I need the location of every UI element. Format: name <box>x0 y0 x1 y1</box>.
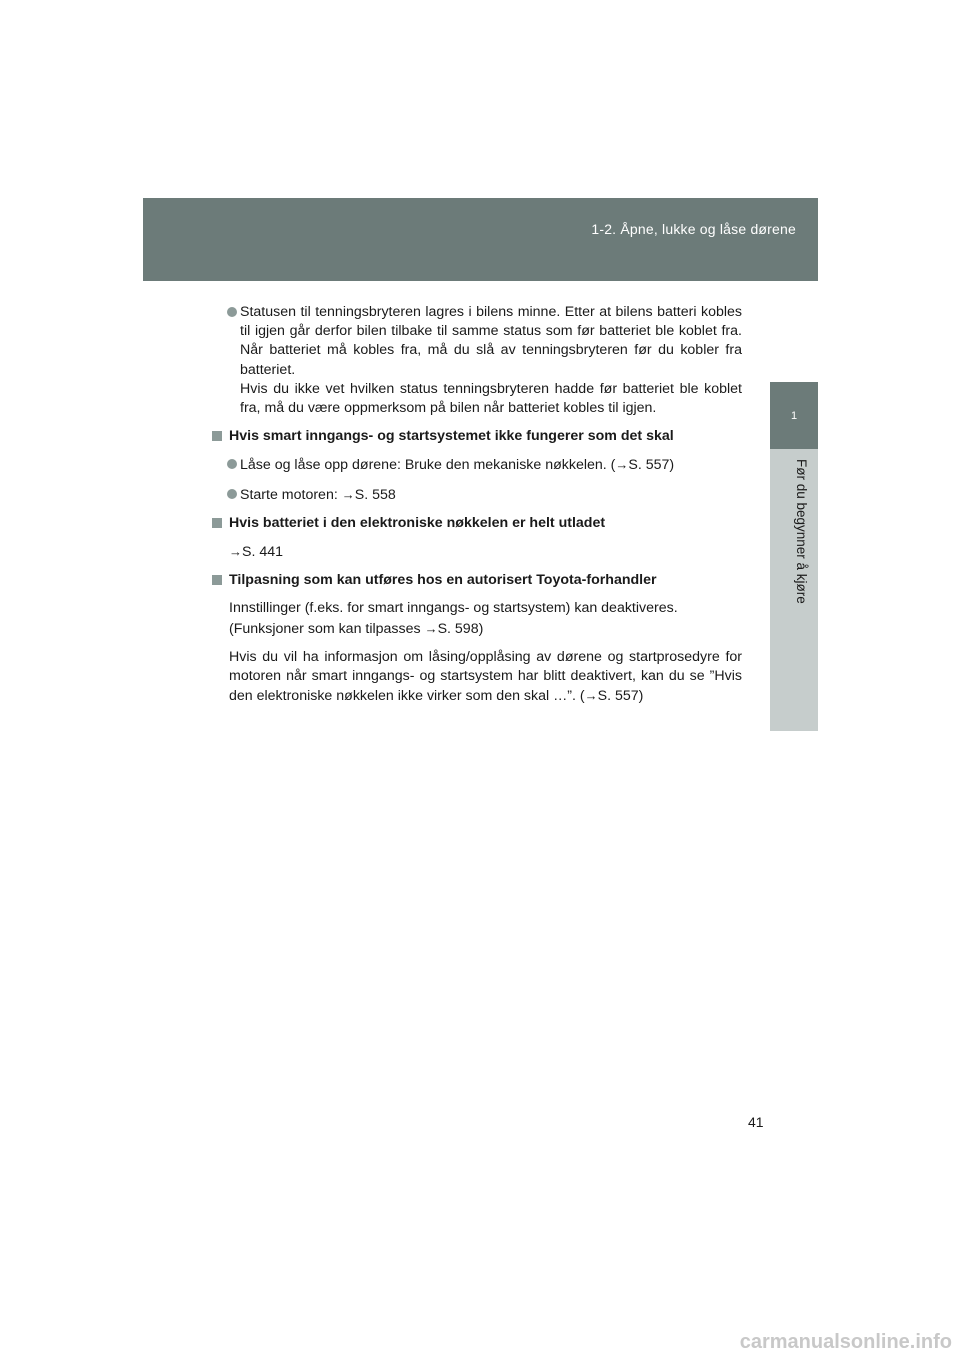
body-text: (Funksjoner som kan tilpasses <box>229 620 425 637</box>
heading-smart-system <box>212 427 742 446</box>
heading-square-icon <box>212 518 222 528</box>
deactivated-info-paragraph <box>212 648 742 707</box>
chapter-header <box>143 198 818 281</box>
bullet-text: Låse og låse opp dørene: Bruke den mekaniske nøkkelen. ( <box>240 457 616 474</box>
body-text: Hvis du vil ha informasjon om låsing/opplåsing av dørene og startprosedyre for motoren når smart inngangs- og startsystem har blitt deaktivert, kan du se ”Hvis den elektroniske nøkkelen ikke virker som den skal …”. ( <box>229 648 742 705</box>
page-reference: S. 557) <box>597 688 644 705</box>
bullet-start-engine <box>212 485 742 505</box>
battery-reference <box>212 542 742 562</box>
chapter-label: Før du begynner å kjøre <box>794 459 809 604</box>
heading-text: Tilpasning som kan utføres hos en autorisert Toyota-forhandler <box>229 572 657 589</box>
chapter-tab <box>770 382 818 449</box>
page-reference: S. 598) <box>437 620 484 637</box>
heading-text: Hvis batteriet i den elektroniske nøkkelen er helt utladet <box>229 514 606 531</box>
arrow-right-icon: → <box>424 620 438 636</box>
arrow-right-icon: → <box>584 688 598 704</box>
heading-text: Hvis smart inngangs- og startsystemet ikke fungerer som det skal <box>229 428 674 445</box>
arrow-right-icon: → <box>615 457 629 473</box>
page-reference: S. 558 <box>354 486 396 503</box>
arrow-right-icon: → <box>229 544 242 560</box>
chapter-number: 1 <box>790 410 798 422</box>
chapter-side-strip <box>770 449 818 731</box>
body-text-line <box>229 619 742 639</box>
bullet-dot-icon <box>227 489 237 499</box>
page-content <box>212 303 742 715</box>
bullet-text: Starte motoren: <box>240 486 342 503</box>
watermark: carmanualsonline.info <box>739 1331 952 1353</box>
body-text: Innstillinger (f.eks. for smart inngangs- og startsystem) kan deaktiveres. <box>229 600 678 617</box>
bullet-dot-icon <box>227 307 237 317</box>
bullet-text: Hvis du ikke vet hvilken status tenningsbryteren hadde før batteriet ble koblet fra, må du være oppmerksom på bilen når batteriet kobles til igjen. <box>240 380 742 417</box>
heading-square-icon <box>212 575 222 585</box>
page-number: 41 <box>748 1114 764 1130</box>
heading-square-icon <box>212 431 222 441</box>
heading-key-battery <box>212 514 742 533</box>
page-reference: S. 557) <box>628 457 675 474</box>
section-title: 1-2. Åpne, lukke og låse dørene <box>591 221 796 237</box>
customization-paragraph <box>212 599 742 638</box>
bullet-lock-doors <box>212 455 742 475</box>
bullet-text: Statusen til tenningsbryteren lagres i bilens minne. Etter at bilens batteri kobles til igjen går derfor bilen tilbake til samme status som før batteriet ble koblet fra. Når batteriet må kobles fra, må du slå av tenningsbryteren før du kobler fra batteriet. <box>240 304 742 378</box>
arrow-right-icon: → <box>341 486 355 502</box>
bullet-ignition-status <box>212 303 742 418</box>
bullet-dot-icon <box>227 459 237 469</box>
page-reference: S. 441 <box>242 544 284 561</box>
heading-customization <box>212 571 742 590</box>
